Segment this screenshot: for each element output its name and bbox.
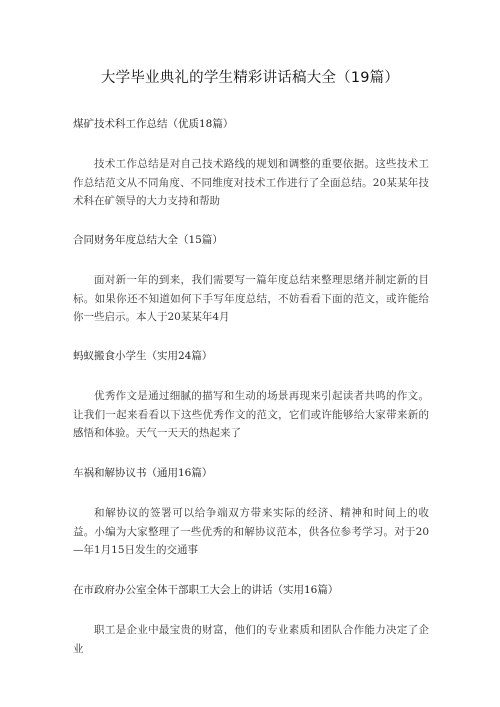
article-excerpt: 技术工作总结是对自己技术路线的规划和调整的重要依据。这些技术工作总结范文从不同角度、不同维度对技术工作进行了全面总结。20某某年技术科在矿领导的大力支持和帮助 (73, 158, 429, 207)
article-excerpt: 职工是企业中最宝贵的财富，他们的专业素质和团队合作能力决定了企业 (73, 624, 429, 655)
article-entry (73, 466, 429, 560)
article-entry (73, 583, 429, 658)
article-heading: 合同财务年度总结大全（15篇） (73, 234, 223, 246)
article-heading: 煤矿技术科工作总结（优质18篇） (73, 118, 234, 130)
article-excerpt: 面对新一年的到来，我们需要写一篇年度总结来整理思绪并制定新的目标。如果你还不知道如何下手写年度总结，不妨看看下面的范文，或许能给你一些启示。本人于20某某年4月 (73, 274, 429, 323)
document-title: 大学毕业典礼的学生精彩讲话稿大全（19篇） (100, 70, 400, 86)
article-heading: 车祸和解协议书（通用16篇） (73, 467, 213, 479)
article-excerpt: 和解协议的签署可以给争端双方带来实际的经济、精神和时间上的收益。小编为大家整理了一些优秀的和解协议范本，供各位参考学习。对于20—年1月15日发生的交通事 (73, 507, 429, 556)
article-excerpt: 优秀作文是通过细腻的描写和生动的场景再现来引起读者共鸣的作文。让我们一起来看看以下这些优秀作文的范文，它们或许能够给大家带来新的感悟和体验。天气一天天的热起来了 (73, 390, 429, 439)
article-entry (73, 117, 429, 211)
article-entry (73, 349, 429, 443)
article-heading: 在市政府办公室全体干部职工大会上的讲话（实用16篇） (73, 584, 339, 596)
article-entry (73, 233, 429, 327)
article-heading: 蚂蚁搬食小学生（实用24篇） (73, 350, 213, 362)
